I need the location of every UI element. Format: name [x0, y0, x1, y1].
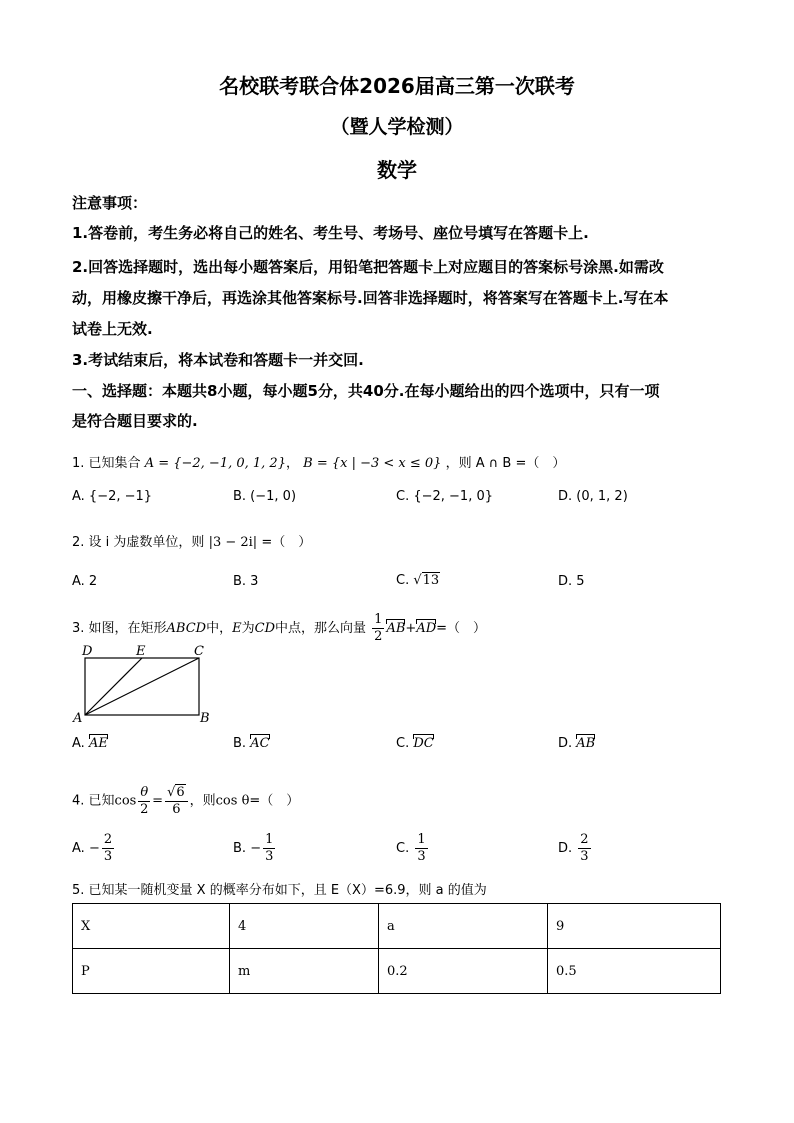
notice-item-1: 1.答卷前，考生务必将自己的姓名、考生号、考场号、座位号填写在答题卡上.: [72, 224, 589, 242]
q1-option-a[interactable]: A. {−2, −1}: [72, 489, 153, 504]
q4-suffix: =（ ）: [249, 793, 300, 809]
section-heading-line-2: 是符合题目要求的.: [72, 412, 198, 430]
q3-option-a-letter: A.: [72, 736, 85, 751]
q4-option-c-num: 1: [417, 832, 426, 847]
q2-option-d[interactable]: D. 5: [558, 574, 585, 589]
q2-option-b[interactable]: B. 3: [233, 574, 259, 589]
question-5: 5. 已知某一随机变量 X 的概率分布如下，且 E（X）=6.9，则 a 的值为: [72, 883, 487, 898]
table-cell: m: [230, 949, 379, 994]
q4-option-b-letter: B.: [233, 841, 247, 856]
q4-option-b-frac: [263, 832, 275, 865]
q2-expression: |3 − 2i|: [208, 535, 258, 550]
q1-prefix: 1. 已知集合: [72, 456, 141, 471]
probability-table: [72, 903, 721, 994]
table-cell: 4: [230, 904, 379, 949]
q1-option-d[interactable]: D. (0, 1, 2): [558, 489, 628, 504]
q2-suffix: =（ ）: [261, 535, 312, 550]
q3-option-b[interactable]: [233, 736, 270, 751]
q4-option-a[interactable]: [72, 832, 116, 865]
rectangle-figure: [72, 640, 222, 725]
segment-ac: [85, 658, 199, 715]
q4-option-a-num: 2: [103, 832, 113, 847]
q3-option-c[interactable]: [396, 736, 434, 751]
q1-set-a: A = {−2, −1, 0, 1, 2}: [144, 456, 286, 471]
q3-plus: +: [405, 621, 417, 636]
q1-option-c[interactable]: C. {−2, −1, 0}: [396, 489, 494, 504]
table-row: [73, 904, 721, 949]
q4-option-c-letter: C.: [396, 841, 410, 856]
table-row: [73, 949, 721, 994]
q4-two: 2: [140, 801, 149, 817]
q2-option-c[interactable]: [396, 572, 440, 588]
q3-rect: ABCD: [166, 621, 207, 636]
q4-option-d[interactable]: [558, 832, 593, 865]
q4-option-b-den: 3: [265, 849, 274, 864]
label-b: B: [200, 711, 210, 725]
q4-option-d-num: 2: [580, 832, 589, 847]
q4-option-d-letter: D.: [558, 841, 573, 856]
q3-prefix: 3. 如图，在矩形: [72, 621, 167, 636]
exam-subtitle: （暨人学检测）: [330, 116, 464, 138]
q3-mid2: 为: [241, 621, 255, 636]
question-4: [72, 784, 299, 818]
q3-vector-ad: AD: [416, 621, 437, 636]
q4-option-d-frac: [578, 832, 590, 865]
notice-heading: 注意事项：: [72, 194, 148, 212]
q3-option-c-vector: DC: [413, 736, 434, 751]
q3-option-c-letter: C.: [396, 736, 410, 751]
question-2: [72, 531, 311, 550]
label-d: D: [82, 644, 93, 659]
q4-cos: cos: [114, 793, 137, 809]
q4-option-a-frac: [102, 832, 114, 865]
table-cell: X: [73, 904, 230, 949]
q3-option-d[interactable]: [558, 736, 595, 751]
q4-prefix: 4. 已知: [72, 793, 115, 809]
q3-e: E: [232, 621, 242, 636]
q4-eq: =: [152, 793, 164, 809]
q4-option-b-num: 1: [265, 832, 274, 847]
q4-option-c-frac: [415, 832, 427, 865]
table-cell: 0.2: [379, 949, 548, 994]
q4-suffix-pre: ，则: [189, 793, 216, 809]
q2-option-c-letter: C.: [396, 573, 410, 588]
q2-option-c-radicand: 13: [422, 573, 440, 588]
q4-cos-theta: cos θ: [215, 793, 250, 809]
q3-cd: CD: [254, 621, 276, 636]
q4-option-c[interactable]: [396, 832, 430, 865]
notice-item-2-line-3: 试卷上无效.: [72, 320, 153, 338]
q4-six: 6: [172, 802, 181, 817]
q3-mid: 中，: [206, 621, 233, 636]
q3-option-b-letter: B.: [233, 736, 247, 751]
table-cell: 9: [548, 904, 721, 949]
q2-prefix: 2. 设 i 为虚数单位，则: [72, 535, 205, 550]
table-cell: a: [379, 904, 548, 949]
q4-option-b[interactable]: [233, 832, 277, 865]
q1-option-b[interactable]: B. (−1, 0): [233, 489, 297, 504]
q3-option-d-letter: D.: [558, 736, 573, 751]
q3-frac-den: 2: [374, 629, 383, 644]
question-1: [72, 452, 565, 471]
table-cell: P: [73, 949, 230, 994]
notice-item-2-line-2: 动，用橡皮擦干净后，再选涂其他答案标号.回答非选择题时，将答案写在答题卡上.写在本: [72, 289, 669, 307]
q4-option-a-sign: −: [88, 841, 100, 856]
label-e: E: [136, 644, 146, 659]
q1-suffix: ，则 A ∩ B =（ ）: [445, 456, 566, 471]
q4-option-b-sign: −: [250, 841, 262, 856]
q4-half-angle: [138, 785, 150, 818]
q3-option-b-vector: AC: [250, 736, 270, 751]
q4-option-c-den: 3: [417, 849, 426, 864]
q3-frac-num: 1: [374, 612, 383, 627]
q4-theta: θ: [140, 784, 149, 800]
q1-set-b: B = {x | −3 < x ≤ 0}: [303, 456, 442, 471]
label-c: C: [194, 644, 204, 659]
section-heading-line-1: 一、选择题：本题共8小题，每小题5分，共40分.在每小题给出的四个选项中，只有一项: [72, 382, 660, 400]
q3-option-d-vector: AB: [576, 736, 596, 751]
exam-title: 名校联考联合体2026届高三第一次联考: [219, 74, 575, 98]
q3-mid3: 中点，那么向量: [275, 621, 367, 636]
table-cell: 0.5: [548, 949, 721, 994]
label-a: A: [73, 711, 83, 725]
sqrt-icon: √: [413, 573, 422, 588]
q3-vector-ab: AB: [386, 621, 406, 636]
notice-item-2-line-1: 2.回答选择题时，选出每小题答案后，用铅笔把答题卡上对应题目的答案标号涂黑.如需改: [72, 258, 664, 276]
q4-value: [165, 784, 188, 818]
q4-option-d-den: 3: [580, 849, 589, 864]
q3-fraction: [372, 612, 384, 645]
q4-option-a-den: 3: [103, 849, 113, 864]
q4-radicand: 6: [176, 785, 185, 800]
segment-ae: [85, 658, 142, 715]
sqrt-icon: √: [167, 785, 176, 800]
subject-title: 数学: [377, 158, 417, 182]
q3-suffix: =（ ）: [436, 621, 487, 636]
notice-item-3: 3.考试结束后，将本试卷和答题卡一并交回.: [72, 351, 364, 369]
q2-option-a[interactable]: A. 2: [72, 574, 98, 589]
q3-option-a[interactable]: [72, 736, 108, 751]
q1-sep: ，: [285, 456, 299, 471]
q4-option-a-letter: A.: [72, 841, 85, 856]
q3-option-a-vector: AE: [88, 736, 108, 751]
